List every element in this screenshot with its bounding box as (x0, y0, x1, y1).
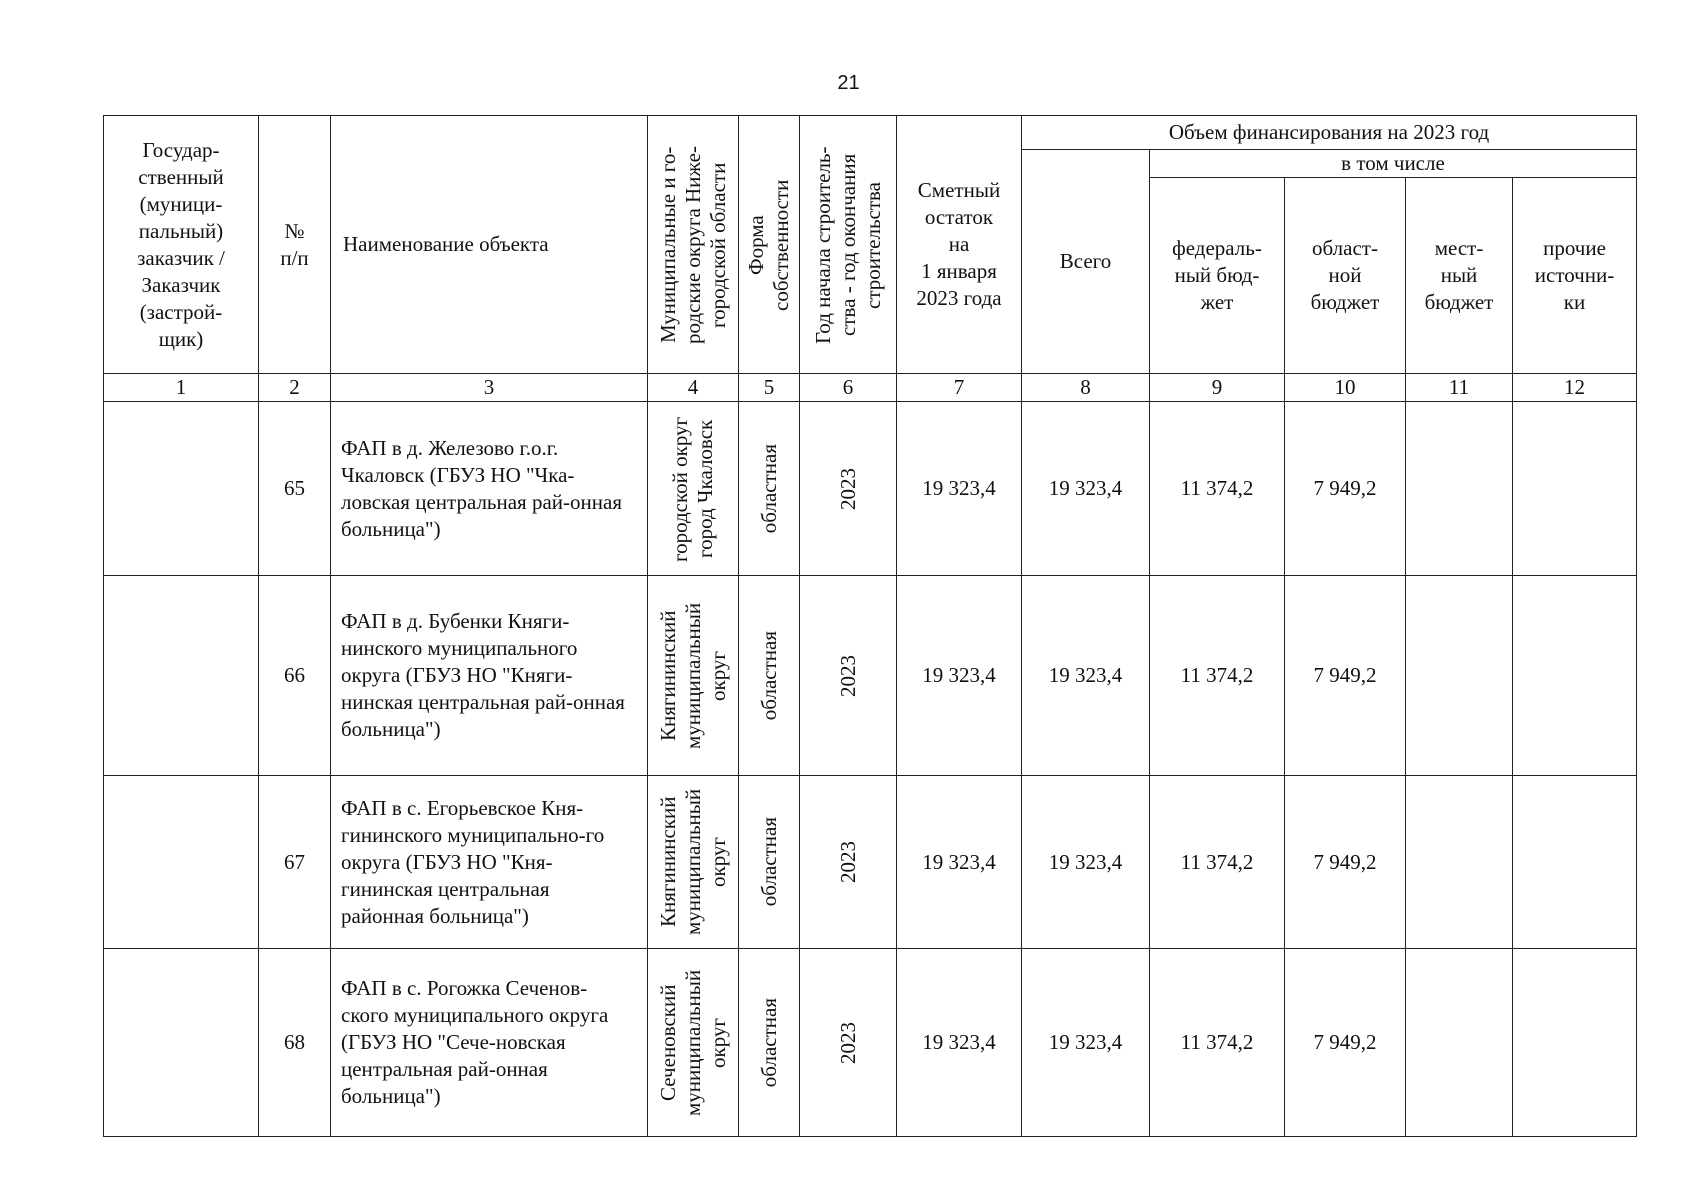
header-ownership: Форма собственности (739, 116, 800, 374)
financing-table (103, 115, 1637, 1137)
ownership-cell: областная (739, 776, 800, 949)
header-object-name: Наименование объекта (331, 116, 648, 374)
total-cell: 19 323,4 (1022, 576, 1150, 776)
total-cell: 19 323,4 (1022, 776, 1150, 949)
column-number: 11 (1406, 374, 1513, 402)
header-number: № п/п (259, 116, 331, 374)
column-number: 12 (1513, 374, 1637, 402)
header-other: прочие источни- ки (1513, 178, 1637, 374)
estimate-cell: 19 323,4 (897, 402, 1022, 576)
table-row (104, 402, 1637, 576)
estimate-cell: 19 323,4 (897, 576, 1022, 776)
regional-cell: 7 949,2 (1285, 949, 1406, 1137)
other-cell (1513, 776, 1637, 949)
district-cell: городской округ город Чкаловск (648, 402, 739, 576)
row-number: 68 (259, 949, 331, 1137)
estimate-cell: 19 323,4 (897, 776, 1022, 949)
column-number: 3 (331, 374, 648, 402)
object-name: ФАП в д. Железово г.о.г. Чкаловск (ГБУЗ НО "Чка-ловская центральная рай-онная больница") (331, 402, 648, 576)
estimate-cell: 19 323,4 (897, 949, 1022, 1137)
column-number: 2 (259, 374, 331, 402)
local-cell (1406, 776, 1513, 949)
other-cell (1513, 402, 1637, 576)
year-cell: 2023 (800, 949, 897, 1137)
federal-cell: 11 374,2 (1150, 402, 1285, 576)
header-local: мест- ный бюджет (1406, 178, 1513, 374)
column-number: 10 (1285, 374, 1406, 402)
other-cell (1513, 576, 1637, 776)
customer-cell (104, 402, 259, 576)
header-estimate: Сметный остаток на 1 января 2023 года (897, 116, 1022, 374)
total-cell: 19 323,4 (1022, 402, 1150, 576)
header-regional: област- ной бюджет (1285, 178, 1406, 374)
column-number: 6 (800, 374, 897, 402)
other-cell (1513, 949, 1637, 1137)
header-years: Год начала строитель- ства - год окончания строительства (800, 116, 897, 374)
district-cell: Княгининский муниципальный округ (648, 576, 739, 776)
header-funding-group: Объем финансирования на 2023 год (1022, 116, 1637, 150)
table-row (104, 576, 1637, 776)
column-number: 9 (1150, 374, 1285, 402)
header-including: в том числе (1150, 150, 1637, 178)
federal-cell: 11 374,2 (1150, 776, 1285, 949)
header-federal: федераль- ный бюд- жет (1150, 178, 1285, 374)
object-name: ФАП в д. Бубенки Княги-нинского муниципального округа (ГБУЗ НО "Княги-нинская центральная рай-онная больница") (331, 576, 648, 776)
column-number-row (104, 374, 1637, 402)
year-cell: 2023 (800, 402, 897, 576)
ownership-cell: областная (739, 402, 800, 576)
object-name: ФАП в с. Рогожка Сеченов-ского муниципального округа (ГБУЗ НО "Сече-новская центральная рай-онная больница") (331, 949, 648, 1137)
local-cell (1406, 576, 1513, 776)
header-municipal: Муниципальные и го- родские округа Ниже- городской области (648, 116, 739, 374)
federal-cell: 11 374,2 (1150, 949, 1285, 1137)
customer-cell (104, 776, 259, 949)
total-cell: 19 323,4 (1022, 949, 1150, 1137)
row-number: 65 (259, 402, 331, 576)
header-total: Всего (1022, 150, 1150, 374)
column-number: 1 (104, 374, 259, 402)
local-cell (1406, 402, 1513, 576)
district-cell: Сеченовский муниципальный округ (648, 949, 739, 1137)
page-number: 21 (837, 72, 860, 94)
customer-cell (104, 949, 259, 1137)
column-number: 5 (739, 374, 800, 402)
ownership-cell: областная (739, 949, 800, 1137)
local-cell (1406, 949, 1513, 1137)
header-customer: Государ- ственный (муници- пальный) заказчик / Заказчик (застрой- щик) (104, 116, 259, 374)
row-number: 67 (259, 776, 331, 949)
regional-cell: 7 949,2 (1285, 776, 1406, 949)
regional-cell: 7 949,2 (1285, 402, 1406, 576)
district-cell: Княгининский муниципальный округ (648, 776, 739, 949)
row-number: 66 (259, 576, 331, 776)
table-row (104, 949, 1637, 1137)
ownership-cell: областная (739, 576, 800, 776)
year-cell: 2023 (800, 776, 897, 949)
federal-cell: 11 374,2 (1150, 576, 1285, 776)
column-number: 7 (897, 374, 1022, 402)
year-cell: 2023 (800, 576, 897, 776)
customer-cell (104, 576, 259, 776)
object-name: ФАП в с. Егорьевское Кня-гининского муниципально-го округа (ГБУЗ НО "Кня-гининская центральная районная больница") (331, 776, 648, 949)
column-number: 4 (648, 374, 739, 402)
column-number: 8 (1022, 374, 1150, 402)
table-row (104, 776, 1637, 949)
regional-cell: 7 949,2 (1285, 576, 1406, 776)
